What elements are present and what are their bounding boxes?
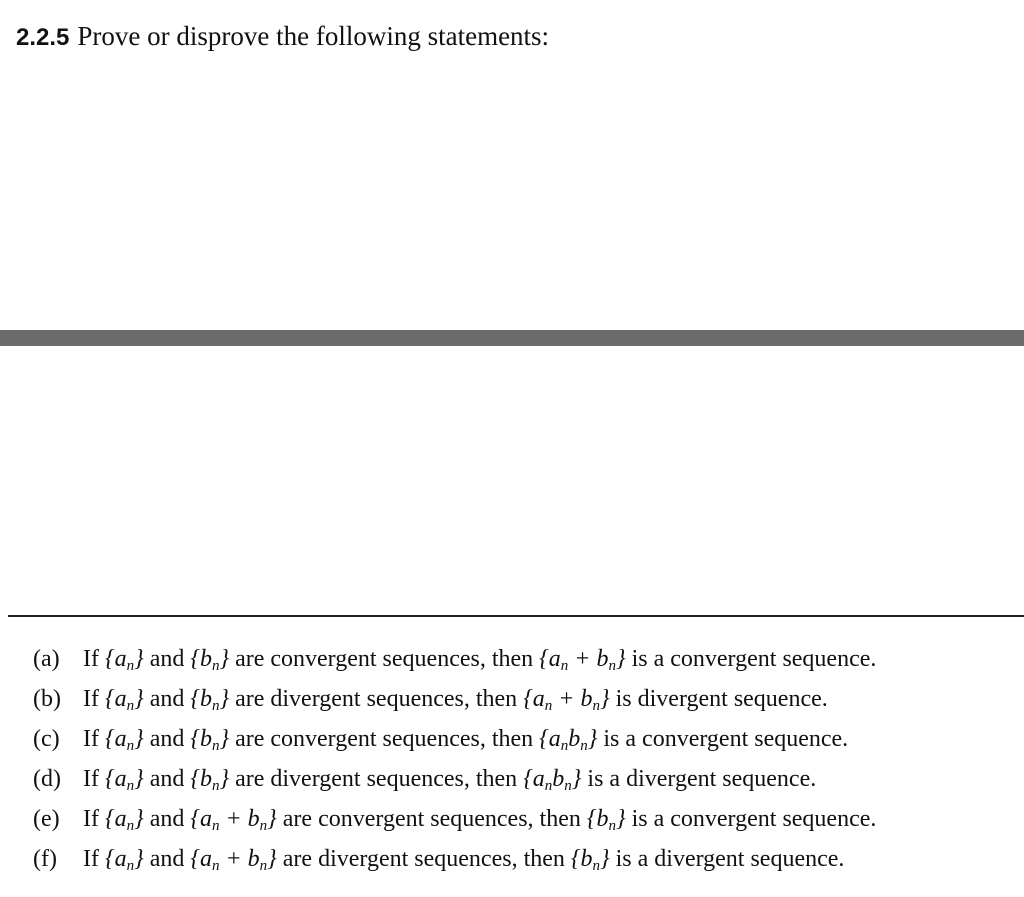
problem-heading — [16, 18, 549, 56]
math-text: {a — [539, 646, 561, 672]
math-sequence-a — [105, 806, 144, 832]
statement-text: are divergent sequences, then — [235, 686, 518, 712]
statement-e — [33, 800, 876, 840]
math-subscript: n — [592, 858, 600, 874]
math-subscript: n — [544, 698, 553, 714]
math-text: {b — [586, 806, 609, 832]
statement-text: are divergent sequences, then — [282, 846, 565, 872]
statement-text: and — [149, 846, 185, 872]
math-sequence-b — [190, 766, 229, 792]
statement-text: If — [83, 646, 99, 672]
problem-instruction: Prove or disprove the following statements: — [77, 21, 550, 51]
statement-b — [33, 680, 876, 720]
statement-text: If — [83, 686, 99, 712]
statement-text: are divergent sequences, then — [235, 766, 518, 792]
math-sequence-b — [190, 686, 229, 712]
math-subscript: n — [608, 818, 616, 834]
math-text: {b — [190, 686, 212, 712]
math-text: + b — [219, 846, 260, 872]
math-subscript: n — [126, 698, 135, 714]
math-sequence-a — [105, 726, 144, 752]
math-subscript: n — [211, 818, 220, 834]
math-text: + b — [552, 686, 593, 712]
math-result — [539, 726, 597, 752]
statement-text: and — [149, 766, 185, 792]
statement-d — [33, 760, 876, 800]
math-text: {a — [104, 846, 127, 872]
statement-a — [33, 640, 876, 680]
math-text: } — [134, 766, 144, 792]
math-sequence-sum — [190, 806, 276, 832]
statement-text: are convergent sequences, then — [282, 806, 581, 832]
math-text: {a — [523, 686, 545, 712]
statement-list — [33, 640, 876, 880]
math-text: } — [134, 726, 144, 752]
statement-text: is a divergent sequence. — [615, 846, 845, 872]
math-result — [587, 806, 626, 832]
math-text: {a — [190, 806, 212, 832]
math-subscript: n — [592, 698, 600, 714]
statement-label: (d) — [33, 766, 61, 792]
math-text: } — [134, 806, 144, 832]
statement-label: (f) — [33, 846, 57, 872]
statement-text: are convergent sequences, then — [235, 726, 534, 752]
math-text: {b — [190, 766, 212, 792]
math-subscript: n — [126, 778, 135, 794]
math-subscript: n — [544, 778, 553, 794]
math-subscript: n — [211, 778, 220, 794]
statement-label: (e) — [33, 806, 60, 832]
math-text: } — [600, 686, 610, 712]
math-sequence-a — [105, 686, 144, 712]
divider-bar — [0, 330, 1024, 346]
math-text: } — [219, 766, 230, 792]
math-subscript: n — [580, 738, 588, 754]
math-text: + b — [568, 646, 609, 672]
math-subscript: n — [560, 738, 569, 754]
math-result — [523, 686, 609, 712]
statement-label: (c) — [33, 726, 60, 752]
math-text: {a — [539, 726, 561, 752]
horizontal-rule — [8, 615, 1024, 617]
math-text: {a — [190, 846, 212, 872]
math-text: {b — [570, 846, 593, 872]
statement-text: is a convergent sequence. — [631, 646, 877, 672]
math-text: {a — [104, 726, 127, 752]
math-text: {b — [190, 646, 212, 672]
statement-label: (a) — [33, 646, 60, 672]
statement-text: is a convergent sequence. — [631, 806, 877, 832]
statement-f — [33, 840, 876, 880]
math-sequence-b — [190, 726, 229, 752]
math-text: } — [267, 806, 277, 832]
math-text: b — [568, 726, 581, 752]
statement-text: If — [83, 806, 99, 832]
statement-label: (b) — [33, 686, 61, 712]
math-text: } — [615, 806, 626, 832]
statement-text: If — [83, 846, 99, 872]
math-text: } — [219, 726, 230, 752]
statement-text: and — [149, 686, 185, 712]
problem-number: 2.2.5 — [16, 24, 70, 51]
math-text: {b — [190, 726, 212, 752]
statement-text: are convergent sequences, then — [235, 646, 534, 672]
math-sequence-sum — [190, 846, 276, 872]
math-sequence-a — [105, 646, 144, 672]
math-text: {a — [104, 806, 127, 832]
math-text: {a — [104, 686, 127, 712]
math-text: {a — [523, 766, 545, 792]
math-text: } — [587, 726, 598, 752]
statement-text: and — [149, 646, 185, 672]
math-subscript: n — [564, 778, 572, 794]
statement-text: and — [149, 726, 185, 752]
math-text: } — [571, 766, 582, 792]
math-sequence-a — [105, 846, 144, 872]
math-text: + b — [219, 806, 260, 832]
math-text: } — [219, 646, 230, 672]
math-subscript: n — [126, 818, 135, 834]
statement-text: If — [83, 766, 99, 792]
math-result — [539, 646, 625, 672]
math-subscript: n — [560, 658, 569, 674]
math-subscript: n — [126, 738, 135, 754]
math-subscript: n — [126, 858, 135, 874]
statement-text: is divergent sequence. — [615, 686, 828, 712]
math-text: } — [267, 846, 277, 872]
statement-c — [33, 720, 876, 760]
math-text: } — [134, 846, 144, 872]
math-subscript: n — [211, 858, 220, 874]
math-sequence-a — [105, 766, 144, 792]
math-sequence-b — [190, 646, 229, 672]
math-text: } — [615, 646, 626, 672]
math-text: } — [134, 686, 144, 712]
math-result — [571, 846, 610, 872]
math-subscript: n — [126, 658, 135, 674]
statement-text: is a divergent sequence. — [587, 766, 817, 792]
math-subscript: n — [608, 658, 616, 674]
math-text: } — [134, 646, 144, 672]
math-subscript: n — [259, 858, 268, 874]
statement-text: is a convergent sequence. — [603, 726, 849, 752]
math-text: {a — [104, 766, 127, 792]
math-text: b — [552, 766, 565, 792]
math-text: } — [600, 846, 610, 872]
math-subscript: n — [211, 738, 220, 754]
math-subscript: n — [211, 658, 220, 674]
math-text: } — [219, 686, 230, 712]
math-text: {a — [104, 646, 127, 672]
statement-text: If — [83, 726, 99, 752]
math-subscript: n — [211, 698, 220, 714]
statement-text: and — [149, 806, 185, 832]
math-result — [523, 766, 581, 792]
math-subscript: n — [259, 818, 268, 834]
